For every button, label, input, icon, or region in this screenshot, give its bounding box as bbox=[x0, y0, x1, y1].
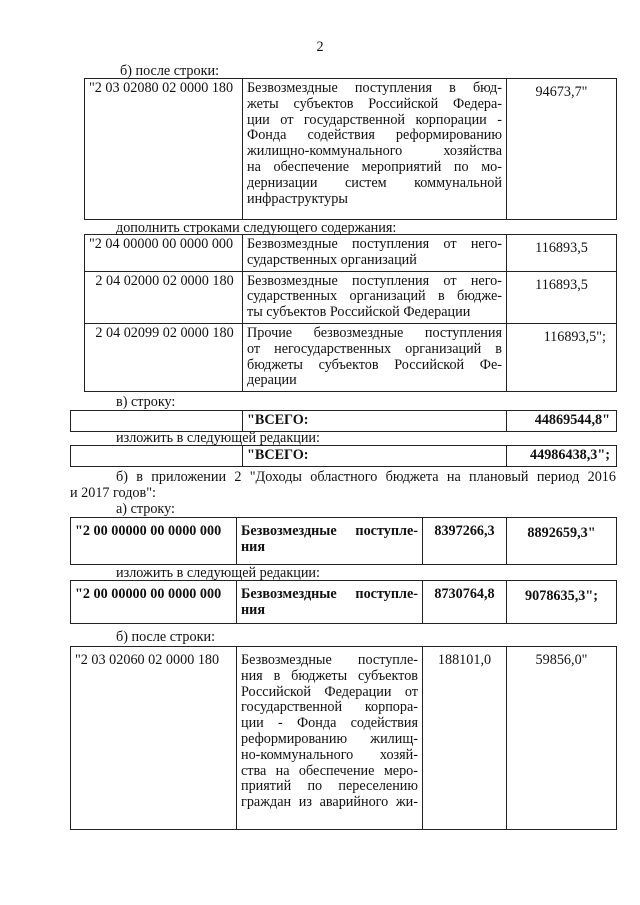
section-heading-after-line: б) после строки: bbox=[116, 629, 216, 645]
value-cell: 94673,7" bbox=[507, 79, 617, 220]
table-row bbox=[71, 518, 617, 565]
description-cell bbox=[237, 647, 423, 830]
empty-cell bbox=[71, 411, 243, 432]
desc-line: ния bbox=[241, 538, 266, 555]
desc-line: государственной корпора- bbox=[241, 699, 418, 716]
desc-line: бюджеты субъектов Российской Фе- bbox=[247, 356, 502, 373]
desc-line: реформированию жилищ- bbox=[241, 730, 418, 747]
description-cell bbox=[243, 235, 507, 272]
desc-line: сударственных организаций в бюдже- bbox=[247, 288, 502, 305]
code-cell: 2 04 02000 02 0000 180 bbox=[85, 271, 243, 323]
code-cell: "2 03 02080 02 0000 180 bbox=[85, 79, 243, 220]
table-total-old bbox=[70, 410, 617, 432]
desc-line: жилищно-коммунального хозяйства bbox=[247, 143, 502, 160]
desc-line: дерации bbox=[247, 372, 297, 389]
desc-line: приятий по переселению bbox=[241, 778, 418, 795]
desc-line: сударственных организаций bbox=[247, 251, 417, 268]
code-cell: "2 00 00000 00 0000 000 bbox=[71, 518, 237, 565]
code-cell: "2 00 00000 00 0000 000 bbox=[71, 581, 237, 624]
desc-line: Безвозмездные поступле- bbox=[241, 523, 418, 539]
desc-line: ции от государственной корпорации - bbox=[247, 111, 502, 128]
desc-line: ты субъектов Российской Федерации bbox=[247, 304, 471, 321]
desc-line: Безвозмездные поступле- bbox=[241, 652, 418, 668]
table-revenue-new bbox=[70, 580, 617, 624]
table-revenue-old bbox=[70, 517, 617, 565]
table-row bbox=[71, 446, 617, 467]
code-cell: "2 04 00000 00 0000 000 bbox=[85, 235, 243, 272]
empty-cell bbox=[71, 446, 243, 467]
desc-line: ния в бюджеты субъектов bbox=[241, 667, 418, 684]
total-label: "ВСЕГО: bbox=[243, 446, 507, 467]
table-added-lines bbox=[84, 234, 617, 392]
desc-line: Прочие безвозмездные поступления bbox=[247, 324, 502, 341]
value-cell: 116893,5 bbox=[507, 235, 617, 272]
section-heading-add-lines: дополнить строками следующего содержания: bbox=[116, 220, 397, 236]
desc-line: Безвозмездные поступления в бюд- bbox=[247, 80, 502, 96]
value-2017-cell: 9078635,3"; bbox=[507, 581, 617, 624]
section-heading-new-edition: изложить в следующей редакции: bbox=[116, 430, 320, 446]
section-heading-line: в) строку: bbox=[116, 394, 176, 410]
table-row bbox=[71, 581, 617, 624]
value-cell: 116893,5 bbox=[507, 271, 617, 323]
value-2016-cell: 8397266,3 bbox=[423, 518, 507, 565]
description-cell bbox=[237, 581, 423, 624]
paragraph-line-1: б) в приложении 2 "Доходы областного бюджета на плановый период 2016 bbox=[116, 469, 616, 485]
table-row bbox=[71, 411, 617, 432]
desc-line: от негосударственных организаций в bbox=[247, 340, 502, 357]
section-heading-after-line: б) после строки: bbox=[120, 63, 220, 79]
desc-line: Фонда содействия реформированию bbox=[247, 127, 502, 144]
paragraph-line-2: и 2017 годов": bbox=[70, 485, 156, 501]
section-heading-new-edition: изложить в следующей редакции: bbox=[116, 565, 320, 581]
desc-line: граждан из аварийного жи- bbox=[241, 794, 418, 811]
description-cell bbox=[237, 518, 423, 565]
desc-line: ства на обеспечение меро- bbox=[241, 762, 418, 779]
total-value: 44869544,8" bbox=[507, 411, 617, 432]
table-row bbox=[85, 323, 617, 391]
value-2017-cell: 59856,0" bbox=[507, 647, 617, 830]
code-cell: "2 03 02060 02 0000 180 bbox=[71, 647, 237, 830]
desc-line: на обеспечение мероприятий по мо- bbox=[247, 158, 502, 175]
total-value: 44986438,3"; bbox=[507, 446, 617, 467]
table-row bbox=[85, 79, 617, 220]
table-after-line-1 bbox=[84, 78, 617, 220]
value-2016-cell: 8730764,8 bbox=[423, 581, 507, 624]
desc-line: дернизации систем коммунальной bbox=[247, 174, 502, 191]
desc-line: жеты субъектов Российской Федера- bbox=[247, 95, 502, 112]
value-2016-cell: 188101,0 bbox=[423, 647, 507, 830]
desc-line: ции - Фонда содействия bbox=[241, 715, 418, 732]
table-after-line-2 bbox=[70, 646, 617, 830]
table-row bbox=[85, 235, 617, 272]
total-label: "ВСЕГО: bbox=[243, 411, 507, 432]
desc-line: ния bbox=[241, 601, 266, 618]
value-cell: 116893,5"; bbox=[507, 323, 617, 391]
desc-line: Безвозмездные поступле- bbox=[241, 586, 418, 602]
description-cell bbox=[243, 79, 507, 220]
table-total-new bbox=[70, 445, 617, 467]
desc-line: Безвозмездные поступления от него- bbox=[247, 272, 502, 289]
description-cell bbox=[243, 323, 507, 391]
description-cell bbox=[243, 271, 507, 323]
table-row bbox=[85, 271, 617, 323]
code-cell: 2 04 02099 02 0000 180 bbox=[85, 323, 243, 391]
table-row bbox=[71, 647, 617, 830]
value-2017-cell: 8892659,3" bbox=[507, 518, 617, 565]
desc-line: но-коммунального хозяй- bbox=[241, 746, 418, 763]
desc-line: инфраструктуры bbox=[247, 190, 348, 207]
desc-line: Безвозмездные поступления от него- bbox=[247, 236, 502, 252]
section-heading-line: а) строку: bbox=[116, 501, 175, 517]
desc-line: Российской Федерации от bbox=[241, 683, 418, 700]
page-number: 2 bbox=[316, 39, 324, 55]
